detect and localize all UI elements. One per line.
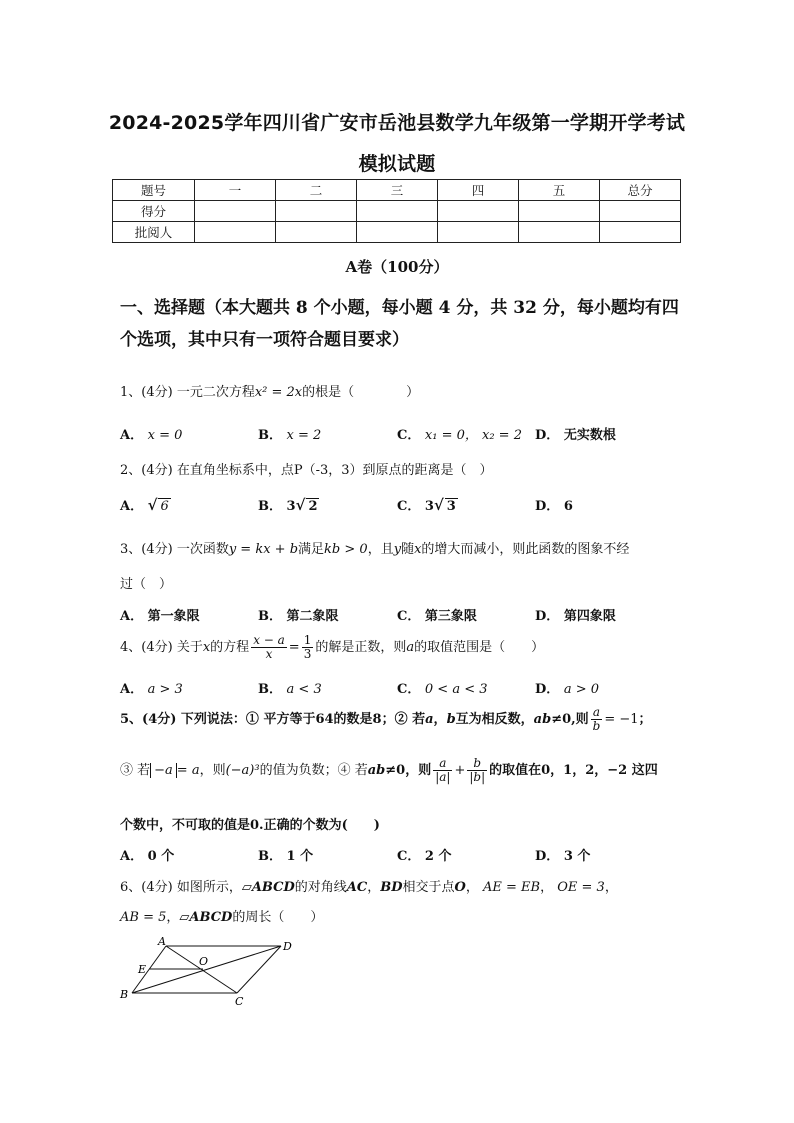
score-cell[interactable] xyxy=(519,222,600,243)
q3-option-d[interactable]: D． 第四象限 xyxy=(535,609,616,624)
score-cell[interactable] xyxy=(195,222,276,243)
question-6-line-2: AB = 5，▱ABCD的周长（ ） xyxy=(120,910,324,925)
score-table-header-row xyxy=(113,180,681,201)
score-row-label: 得分 xyxy=(113,201,195,222)
score-table-row xyxy=(113,201,681,222)
score-row-label: 批阅人 xyxy=(113,222,195,243)
parallelogram-figure xyxy=(115,935,295,1010)
q2-option-a[interactable]: A． √ 6 xyxy=(120,496,169,514)
q4-option-b[interactable]: B． a < 3 xyxy=(258,682,322,697)
q1-equation: x² = 2x xyxy=(254,385,303,400)
score-cell[interactable] xyxy=(519,201,600,222)
q5-option-a[interactable]: A． 0 个 xyxy=(120,849,175,864)
score-cell[interactable] xyxy=(438,201,519,222)
q2-option-c[interactable]: C． 3√ 3 xyxy=(397,496,456,514)
score-cell[interactable] xyxy=(600,222,681,243)
q3-option-a[interactable]: A． 第一象限 xyxy=(120,609,200,624)
score-cell[interactable] xyxy=(195,201,276,222)
q1-option-c[interactable]: C． x₁ = 0， x₂ = 2 xyxy=(397,428,522,443)
label-e: E xyxy=(138,963,147,976)
score-header-cell: 五 xyxy=(519,180,600,201)
score-cell[interactable] xyxy=(600,201,681,222)
q1-suffix: 的根是（ ） xyxy=(302,385,420,400)
q1-option-b[interactable]: B． x = 2 xyxy=(258,428,322,443)
q2-option-d[interactable]: D． 6 xyxy=(535,499,573,514)
score-header-cell: 一 xyxy=(195,180,276,201)
score-header-cell: 题号 xyxy=(113,180,195,201)
title-line-1: 2024-2025学年四川省广安市岳池县数学九年级第一学期开学考试 xyxy=(108,112,686,134)
q5-option-c[interactable]: C． 2 个 xyxy=(397,849,452,864)
q1-prefix: 1、(4分) 一元二次方程 xyxy=(120,385,255,400)
q4-option-c[interactable]: C． 0 < a < 3 xyxy=(397,682,488,697)
score-header-cell: 三 xyxy=(357,180,438,201)
score-header-cell: 二 xyxy=(276,180,357,201)
score-table xyxy=(112,179,681,243)
question-5-line-2: ③ 若 −a = a，则(−a)³的值为负数；④ 若ab≠0，则 $\frac{a}{|a|}$ + $\frac{b}{|b|}$ 的取值在0，1，2，−2 这四 xyxy=(120,756,658,784)
score-cell[interactable] xyxy=(357,222,438,243)
label-o: O xyxy=(199,955,209,968)
title-line-2: 模拟试题 xyxy=(358,153,436,175)
question-2: 2、(4分) 在直角坐标系中，点P（-3，3）到原点的距离是（ ） xyxy=(120,463,493,478)
score-table-row xyxy=(113,222,681,243)
label-c: C xyxy=(235,995,244,1008)
question-1 xyxy=(120,381,419,400)
question-3-line-1: 3、(4分) 一次函数y = kx + b满足kb > 0，且y随x的增大而减小，则此函数的图象不经 xyxy=(120,542,630,557)
q2-option-b[interactable]: B． 3√ 2 xyxy=(258,496,318,514)
q4-fraction-1: $\frac{x - a}{x}$ xyxy=(253,633,285,661)
q5-option-b[interactable]: B． 1 个 xyxy=(258,849,314,864)
score-header-cell: 四 xyxy=(438,180,519,201)
label-b: B xyxy=(120,988,129,1001)
section-a-heading: A卷（100分） xyxy=(345,258,449,276)
question-5-line-1: 5、(4分) 下列说法：① 平方等于64的数是8；② 若a，b互为相反数，ab≠0,则 $\frac{a}{b}$ = −1； xyxy=(120,705,652,733)
score-cell[interactable] xyxy=(357,201,438,222)
part1-heading: 一、选择题（本大题共 8 个小题，每小题 4 分，共 32 分，每小题均有四个选项，其中只有一项符合题目要求） xyxy=(120,298,679,350)
label-a: A xyxy=(158,935,166,948)
q4-option-a[interactable]: A． a > 3 xyxy=(120,682,183,697)
score-cell[interactable] xyxy=(276,222,357,243)
q3-option-c[interactable]: C． 第三象限 xyxy=(397,609,477,624)
question-3-line-2: 过（ ） xyxy=(120,577,173,592)
q4-fraction-2: $\frac{1}{3}$ xyxy=(303,633,312,661)
q1-option-a[interactable]: A． x = 0 xyxy=(120,428,183,443)
score-cell[interactable] xyxy=(438,222,519,243)
question-4: 4、(4分) 关于x的方程 $\frac{x - a}{x}$ = $\frac{1}{3}$ 的解是正数，则a的取值范围是（ ） xyxy=(120,633,545,661)
question-5-line-3: 个数中，不可取的值是0.正确的个数为( ) xyxy=(120,818,380,833)
q4-option-d[interactable]: D． a > 0 xyxy=(535,682,599,697)
q3-option-b[interactable]: B． 第二象限 xyxy=(258,609,339,624)
q1-option-d[interactable]: D． 无实数根 xyxy=(535,428,616,443)
score-header-cell: 总分 xyxy=(600,180,681,201)
label-d: D xyxy=(283,940,292,953)
q5-option-d[interactable]: D． 3 个 xyxy=(535,849,591,864)
score-cell[interactable] xyxy=(276,201,357,222)
question-6-line-1: 6、(4分) 如图所示，▱ABCD的对角线AC，BD相交于点O， AE = EB， OE = 3， xyxy=(120,880,618,895)
